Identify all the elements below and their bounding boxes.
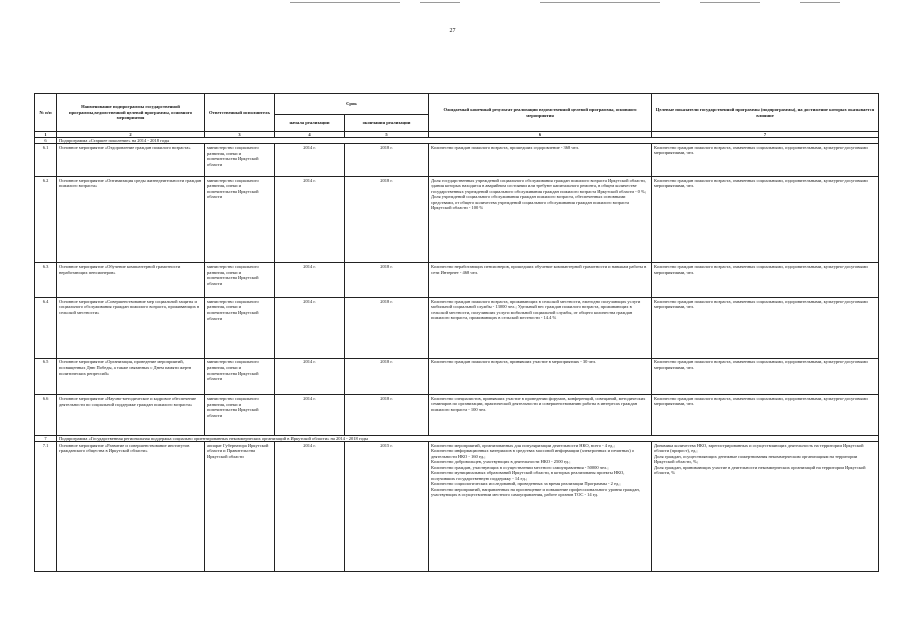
table-row <box>35 395 879 436</box>
row-activity-name: Основное мероприятие «Обучение компьютерной грамотности неработающих пенсионеров» <box>57 263 205 298</box>
row-number: 6.1 <box>35 144 57 177</box>
row-target-indicators: Количество граждан пожилого возраста, охваченных социальными, оздоровительными, культурно-досуговыми мероприятиями, чел. <box>652 297 879 358</box>
page-number: 27 <box>449 28 456 34</box>
result-line: Количество граждан, участвующих в осуществлении местного самоуправления - 50000 чел.; <box>431 464 609 470</box>
column-number: 5 <box>345 132 429 138</box>
column-number: 2 <box>57 132 205 138</box>
row-expected-result: Доля государственных учреждений социального обслуживания граждан пожилого возраста Иркутской области, здания которых находятся в аварийном состоянии или требуют капитального ремонта, в общем количестве государственных учреждений социального обслуживания граждан пожилого возраста Иркутской области - 0 %; Доля учреждений социального обслуживания граждан пожилого возраста, обеспеченных основными средствами, от общего количества учреждений социального обслуживания граждан пожилого возраста Иркутской области - 100 % <box>429 176 652 263</box>
row-activity-name: Основное мероприятие «Организация, проведение мероприятий, посвященных Дню Победы, а также связанных с Днем памяти жертв политических репрессий» <box>57 358 205 395</box>
row-end-year: 2018 г. <box>345 176 429 263</box>
indicator-line: Доля граждан, осуществляющих денежные пожертвования некоммерческим организациям на территории Иркутской области, %; <box>654 453 858 465</box>
row-activity-name: Основное мероприятие «Оптимизация среды жизнедеятельности граждан пожилого возраста» <box>57 176 205 263</box>
row-activity-name: Основное мероприятие «Совершенствование мер социальной защиты и социального обслуживания граждан пожилого возраста, проживающих в сельской местности» <box>57 297 205 358</box>
row-end-year: 2018 г. <box>345 358 429 395</box>
row-target-indicators: Количество граждан пожилого возраста, охваченных социальными, оздоровительными, культурно-досуговыми мероприятиями, чел. <box>652 176 879 263</box>
column-number: 3 <box>205 132 275 138</box>
header-result: Ожидаемый конечный результат реализации ведомственной целевой программы, основного мероприятия <box>429 94 652 132</box>
row-start-year: 2014 г. <box>275 297 345 358</box>
column-number: 4 <box>275 132 345 138</box>
column-number: 6 <box>429 132 652 138</box>
header-name: Наименование подпрограммы государственной программы,ведомственной целевой программы, основного мероприятия <box>57 94 205 132</box>
row-executor: министерство социального развития, опеки и попечительства Иркутской области <box>205 358 275 395</box>
row-executor: министерство социального развития, опеки и попечительства Иркутской области <box>205 395 275 436</box>
subprogram-number: 6 <box>35 138 57 144</box>
result-line: Количество мероприятий, направленных на просвещение и повышение профессионального уровня граждан, участвующих в осуществлении местного самоуправления, работе органов ТОС - 14 ед. <box>431 486 640 498</box>
row-number: 6.5 <box>35 358 57 395</box>
row-expected-result: Количество граждан пожилого возраста, принявших участие в мероприятиях - 30 чел. <box>429 358 652 395</box>
table-row <box>35 144 879 177</box>
row-number: 6.4 <box>35 297 57 358</box>
row-executor: аппарат Губернатора Иркутской области и Правительства Иркутской области <box>205 441 275 572</box>
column-number: 7 <box>652 132 879 138</box>
header-period: Срок <box>275 94 429 115</box>
header-start: начала реализации <box>275 114 345 132</box>
row-expected-result <box>429 441 652 572</box>
row-number: 7.1 <box>35 441 57 572</box>
table-row <box>35 176 879 263</box>
row-end-year: 2018 г. <box>345 395 429 436</box>
row-end-year: 2018 г. <box>345 297 429 358</box>
row-executor: министерство социального развития, опеки и попечительства Иркутской области <box>205 144 275 177</box>
row-activity-name: Основное мероприятие «Развитие и совершенствование институтов гражданского общества в Иркутской области» <box>57 441 205 572</box>
row-target-indicators: Количество граждан пожилого возраста, охваченных социальными, оздоровительными, культурно-досуговыми мероприятиями, чел. <box>652 395 879 436</box>
result-line: Количество информационных материалов в средствах массовой информации (электронных и печатных) о деятельности НКО - 160 ед.; <box>431 448 635 459</box>
scan-top-edge <box>0 0 905 6</box>
row-start-year: 2014 г. <box>275 144 345 177</box>
row-target-indicators: Количество граждан пожилого возраста, охваченных социальными, оздоровительными, культурно-досуговыми мероприятиями, чел. <box>652 358 879 395</box>
row-start-year: 2014 г. <box>275 176 345 263</box>
row-end-year: 2015 г. <box>345 441 429 572</box>
subprogram-title: Подпрограмма «Старшее поколение» на 2014 - 2018 годы <box>57 138 879 144</box>
header-num: № п/п <box>35 94 57 132</box>
row-start-year: 2014 г. <box>275 358 345 395</box>
row-expected-result: Количество неработающих пенсионеров, прошедших обучение компьютерной грамотности и навыкам работы в сети Интернет - 468 чел. <box>429 263 652 298</box>
result-line: Количество мероприятий, организованных для популяризации деятельности НКО, всего - 4 ед.; <box>431 442 615 448</box>
row-executor: министерство социального развития, опеки и попечительства Иркутской области <box>205 263 275 298</box>
row-activity-name: Основное мероприятие «Научно-методическое и кадровое обеспечение деятельности по социальной поддержке граждан пожилого возраста» <box>57 395 205 436</box>
subprogram-title: Подпрограмма «Государственная региональная поддержка социально ориентированных некоммерческих организаций в Иркутской области» на 2014 - 2018 годы <box>57 435 879 441</box>
row-start-year: 2014 г. <box>275 395 345 436</box>
table-row <box>35 358 879 395</box>
row-start-year: 2014 г. <box>275 263 345 298</box>
result-line: Количество муниципальных образований Иркутской области, в которых реализованы проекты НКО, получивших государственную поддержку - 14 ед.; <box>431 470 625 481</box>
subprogram-number: 7 <box>35 435 57 441</box>
table-row <box>35 297 879 358</box>
table-row <box>35 441 879 572</box>
row-start-year: 2014 г. <box>275 441 345 572</box>
row-executor: министерство социального развития, опеки и попечительства Иркутской области <box>205 176 275 263</box>
row-number: 6.6 <box>35 395 57 436</box>
table-row <box>35 263 879 298</box>
row-expected-result: Количество специалистов, принявших участие в проведении форумов, конференций, совещаний, методических семинаров по организации, практической деятельности и совершенствованию работы в интересах граждан пожилого возраста - 100 чел. <box>429 395 652 436</box>
row-target-indicators: Количество граждан пожилого возраста, охваченных социальными, оздоровительными, культурно-досуговыми мероприятиями, чел. <box>652 144 879 177</box>
row-activity-name: Основное мероприятие «Оздоровление граждан пожилого возраста» <box>57 144 205 177</box>
header-executor: Ответственный исполнитель <box>205 94 275 132</box>
row-target-indicators <box>652 441 879 572</box>
header-indicators: Целевые показатели государственной программы (подпрограммы), на достижение которых оказывается влияние <box>652 94 879 132</box>
indicator-line: Динамика количества НКО, зарегистрированных и осуществляющих деятельность на территории Иркутской области (прирост), ед.; <box>654 442 864 454</box>
row-expected-result: Количество граждан пожилого возраста, прошедших оздоровление - 368 чел. <box>429 144 652 177</box>
row-number: 6.3 <box>35 263 57 298</box>
result-line: Количество добровольцев, участвующих в деятельности НКО - 2500 ед.; <box>431 459 571 465</box>
indicator-line: Доля граждан, принимающих участие в деятельности некоммерческих организаций на территории Иркутской области, % <box>654 464 866 476</box>
row-expected-result: Количество граждан пожилого возраста, проживающих в сельской местности, ежегодно получающих услуги мобильной социальной службы - 13000 чел.; Удельный вес граждан пожилого возраста, проживающих в сельской местности, получивших услуги мобильной социальной службы, от общего количества граждан пожилого возраста, проживающих в сельской местности - 14.4 % <box>429 297 652 358</box>
program-table <box>34 93 879 572</box>
row-end-year: 2018 г. <box>345 263 429 298</box>
header-end: окончания реализации <box>345 114 429 132</box>
row-executor: министерство социального развития, опеки и попечительства Иркутской области <box>205 297 275 358</box>
result-line: Количество социологических исследований, проведенных за время реализации Программы - 2 ед.; <box>431 481 621 487</box>
row-number: 6.2 <box>35 176 57 263</box>
column-number: 1 <box>35 132 57 138</box>
row-end-year: 2018 г. <box>345 144 429 177</box>
row-target-indicators: Количество граждан пожилого возраста, охваченных социальными, оздоровительными, культурно-досуговыми мероприятиями, чел. <box>652 263 879 298</box>
